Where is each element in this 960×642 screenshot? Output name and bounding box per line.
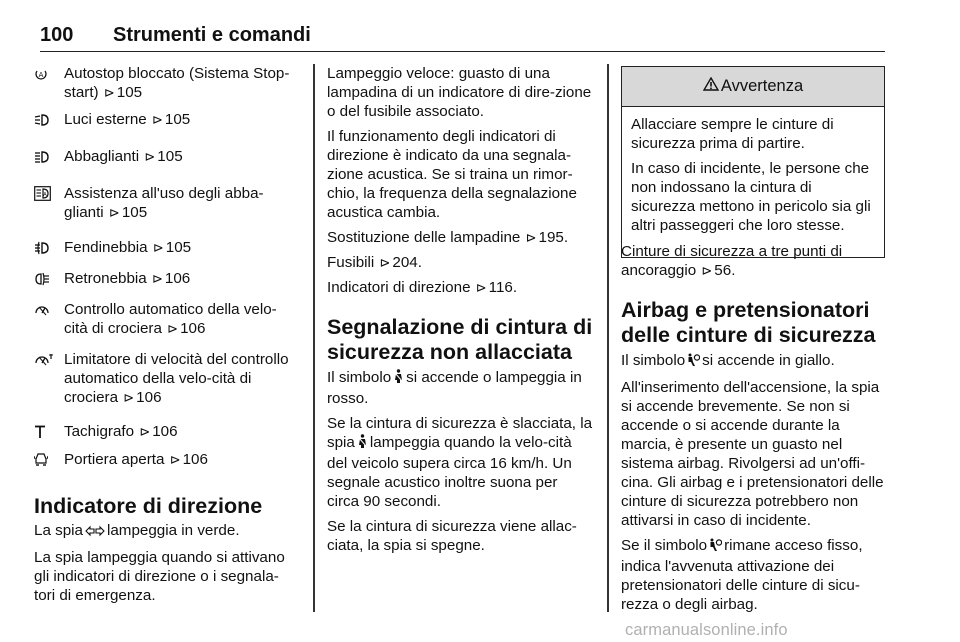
paragraph: La spia lampeggia in verde. <box>34 521 299 542</box>
section-title: Strumenti e comandi <box>113 24 311 46</box>
airbag-icon <box>709 538 722 557</box>
reference-arrow-icon: ⊳ <box>151 271 163 286</box>
seatbelt-icon <box>357 434 368 454</box>
indicator-cruise-control: Controllo automatico della velo-cità di crociera ⊳ 106 <box>34 300 299 338</box>
paragraph: Sostituzione delle lampadine ⊳ 195. <box>327 229 569 246</box>
column-2 <box>327 64 593 561</box>
page-reference-link[interactable]: 105 <box>164 111 191 128</box>
cruise-control-icon <box>34 300 64 319</box>
column-divider <box>607 64 609 612</box>
indicator-exterior-lights: Luci esterne ⊳ 105 <box>34 110 299 129</box>
heading-turn-indicator: Indicatore di direzione <box>34 494 263 518</box>
page-number: 100 <box>40 24 74 46</box>
page-reference-link[interactable]: 56. <box>714 262 736 279</box>
speed-limiter-icon <box>34 350 64 369</box>
reference-arrow-icon: ⊳ <box>167 321 179 336</box>
airbag-icon <box>687 353 700 372</box>
reference-arrow-icon: ⊳ <box>169 452 181 467</box>
autostop-blocked-icon <box>34 64 64 83</box>
turn-signal-icon <box>85 523 105 542</box>
front-fog-icon <box>34 238 64 257</box>
svg-text:A: A <box>43 192 47 198</box>
indicator-autostop-blocked: A Autostop bloccato (Sistema Stop-start) ⊳ 105 <box>34 64 299 102</box>
warning-title: Avvertenza <box>720 77 804 95</box>
page-reference-link[interactable]: 106 <box>136 389 162 406</box>
reference-arrow-icon: ⊳ <box>152 240 164 255</box>
high-beam-assist-icon <box>34 184 64 203</box>
page-reference-link[interactable]: 105 <box>121 204 148 221</box>
indicator-rear-fog: Retronebbia ⊳ 106 <box>34 269 299 288</box>
indicator-front-fog: Fendinebbia ⊳ 105 <box>34 238 299 257</box>
warning-icon <box>703 77 719 96</box>
paragraph: Se la cintura di sicurezza viene allac-ciata, la spia si spegne. <box>327 518 577 554</box>
reference-arrow-icon: ⊳ <box>525 230 537 245</box>
page-reference-link[interactable]: 105 <box>165 239 192 256</box>
page-reference-link[interactable]: 106 <box>152 423 178 440</box>
warning-paragraph: Allacciare sempre le cinture di sicurezza prima di partire. <box>631 116 834 152</box>
paragraph: Fusibili ⊳ 204. <box>327 254 422 271</box>
reference-arrow-icon: ⊳ <box>475 280 487 295</box>
page-reference-link[interactable]: 106 <box>180 320 206 337</box>
reference-arrow-icon: ⊳ <box>139 424 151 439</box>
page-reference-link[interactable]: 105 <box>157 148 183 165</box>
page-reference-link[interactable]: 116. <box>488 279 518 296</box>
column-1 <box>34 64 299 611</box>
paragraph: Se il simbolo rimane acceso fisso, indica l'avvenuta attivazione dei pretensionatori delle cinture di sicu-rezza o degli airbag. <box>621 537 863 613</box>
page-reference-link[interactable]: 195. <box>538 229 569 246</box>
reference-arrow-icon: ⊳ <box>103 85 115 100</box>
svg-text:A: A <box>38 70 44 79</box>
heading-airbag: Airbag e pretensionatori delle cinture di sicurezza <box>621 298 876 347</box>
paragraph: Cinture di sicurezza a tre punti di ancoraggio ⊳ 56. <box>621 243 843 279</box>
high-beam-icon <box>34 147 64 166</box>
indicator-high-beam-assist: A Assistenza all'uso degli abba-glianti ⊳ 105 <box>34 184 299 222</box>
paragraph: Il simbolo si accende o lampeggia in rosso. <box>327 369 582 407</box>
seatbelt-icon <box>393 369 404 389</box>
reference-arrow-icon: ⊳ <box>108 205 120 220</box>
reference-arrow-icon: ⊳ <box>379 255 391 270</box>
page-reference-link[interactable]: 204. <box>392 254 422 271</box>
paragraph: Il funzionamento degli indicatori di direzione è indicato da una segnala-zione acustica. Se si traina un rimor-chio, la frequenza della segnalazione acustica cambia. <box>327 128 577 221</box>
paragraph: Indicatori di direzione ⊳ 116. <box>327 279 518 296</box>
heading-seatbelt-reminder: Segnalazione di cintura di sicurezza non allacciata <box>327 315 593 364</box>
tachograph-icon <box>34 422 64 441</box>
reference-arrow-icon: ⊳ <box>123 390 135 405</box>
page-reference-link[interactable]: 105 <box>116 84 143 101</box>
reference-arrow-icon: ⊳ <box>144 149 156 164</box>
paragraph: La spia lampeggia quando si attivano gli indicatori di direzione o i segnala-tori di emergenza. <box>34 549 285 604</box>
paragraph: Il simbolo si accende in giallo. <box>621 351 885 372</box>
paragraph: All'inserimento dell'accensione, la spia si accende brevemente. Se non si accende o si accende durante la marcia, è presente un guasto nel sistema airbag. Rivolgersi ad un'offi-cina. Gli airbag e i pretensionatori delle cinture di sicurezza potrebbero non attivarsi in caso di incidente. <box>621 379 884 529</box>
reference-arrow-icon: ⊳ <box>701 263 713 278</box>
warning-header <box>622 67 884 107</box>
indicator-door-open: Portiera aperta ⊳ 106 <box>34 450 299 469</box>
warning-paragraph: In caso di incidente, le persone che non indossano la cintura di sicurezza mettono in pericolo sia gli altri passeggeri che loro stesse. <box>631 160 871 234</box>
warning-box <box>621 66 885 258</box>
reference-arrow-icon: ⊳ <box>151 112 163 127</box>
rear-fog-icon <box>34 269 64 288</box>
page-reference-link[interactable]: 106 <box>164 270 191 287</box>
indicator-tachograph: Tachigrafo ⊳ 106 <box>34 422 299 441</box>
page-header <box>40 24 885 52</box>
exterior-lights-icon <box>34 110 64 129</box>
door-open-icon <box>34 450 64 469</box>
page-reference-link[interactable]: 106 <box>182 451 208 468</box>
paragraph: Se la cintura di sicurezza è slacciata, la spia lampeggia quando la velo-cità del veicolo supera circa 16 km/h. Un segnale acustico inoltre suona per circa 90 secondi. <box>327 415 593 510</box>
watermark: carmanualsonline.info <box>625 621 788 639</box>
indicator-speed-limiter: Limitatore di velocità del controllo automatico della velo-cità di crociera ⊳ 106 <box>34 350 299 407</box>
column-divider <box>313 64 315 612</box>
paragraph: Lampeggio veloce: guasto di una lampadina di un indicatore di dire-zione o del fusibile associato. <box>327 65 592 120</box>
indicator-high-beam: Abbaglianti ⊳ 105 <box>34 147 299 166</box>
